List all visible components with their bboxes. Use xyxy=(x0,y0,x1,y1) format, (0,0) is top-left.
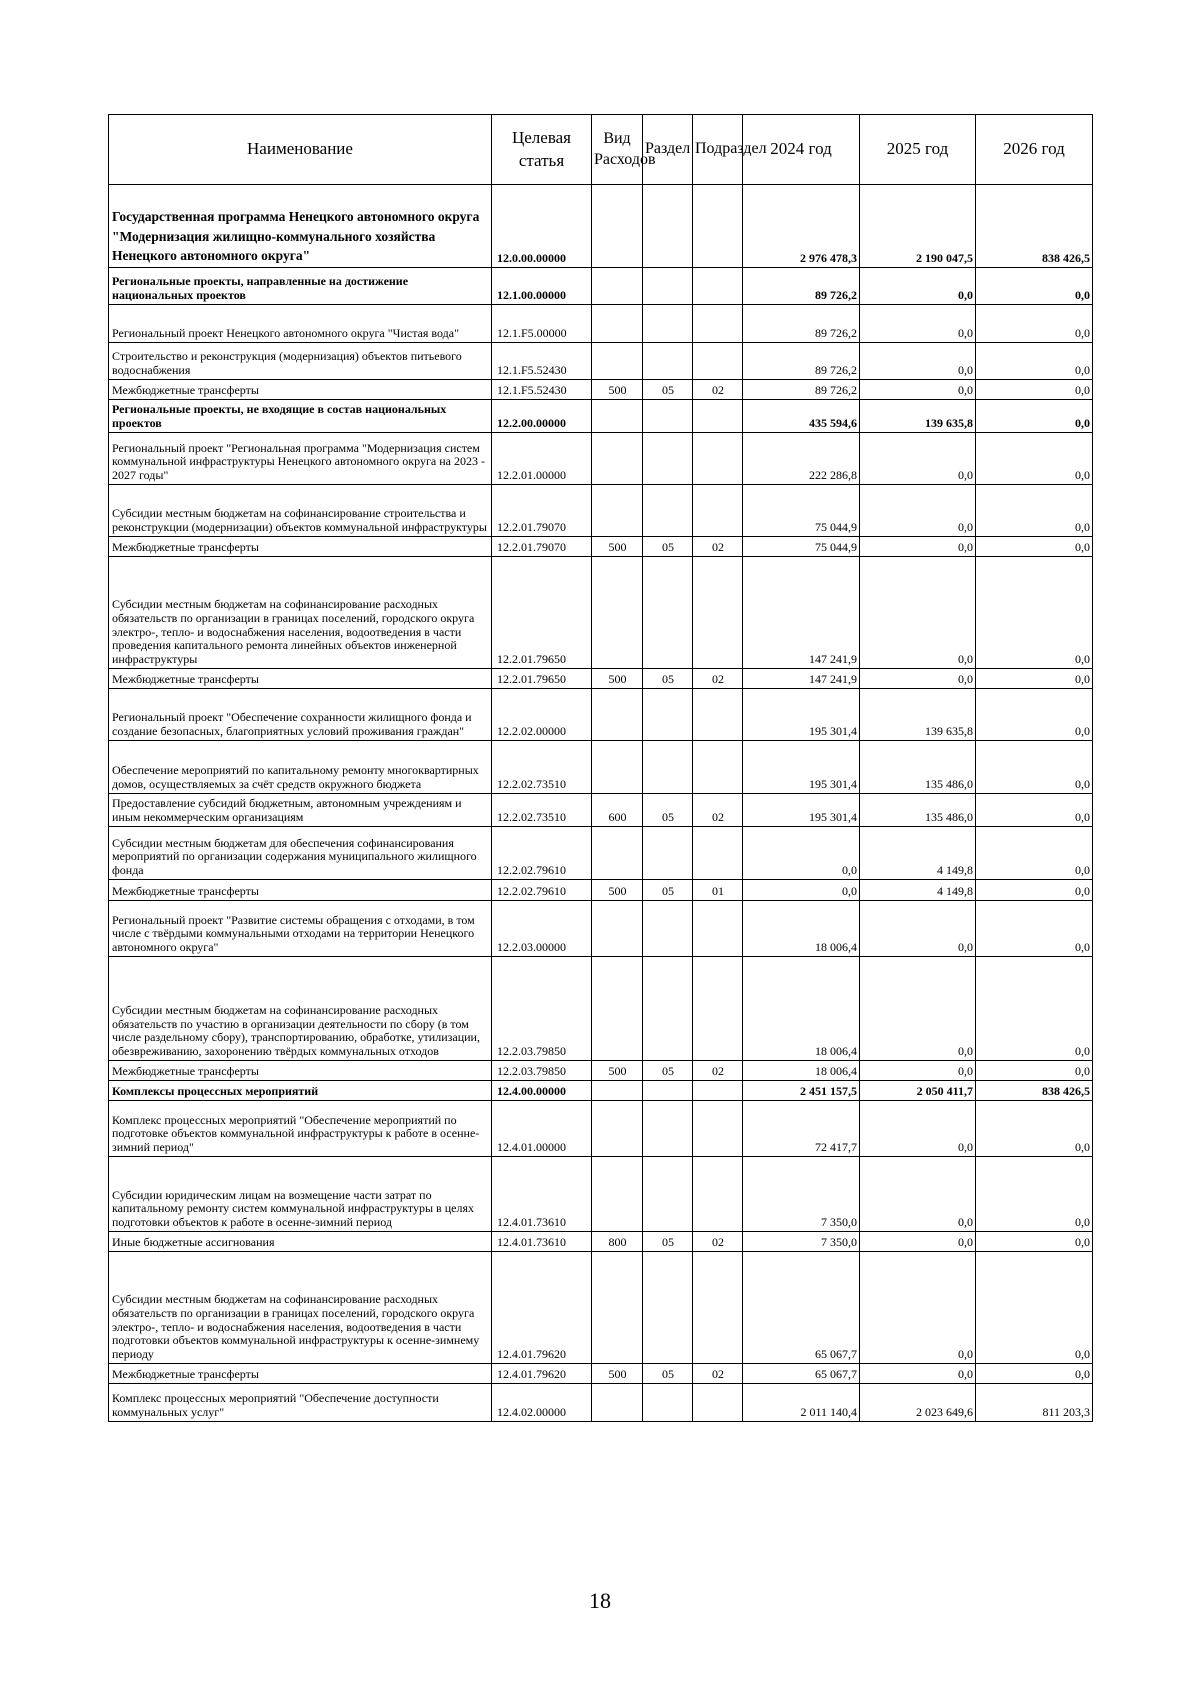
row-value-2025: 0,0 xyxy=(860,343,976,380)
row-name: Комплекс процессных мероприятий "Обеспечение мероприятий по подготовке объектов коммунальной инфраструктуры к работе в осенне-зимний период" xyxy=(109,1101,492,1157)
row-podrazdel xyxy=(693,343,743,380)
row-name: Межбюджетные трансферты xyxy=(109,380,492,400)
row-value-2026: 0,0 xyxy=(976,689,1093,741)
row-value-2026: 0,0 xyxy=(976,1232,1093,1252)
row-value-2025: 0,0 xyxy=(860,557,976,669)
row-value-2025: 135 486,0 xyxy=(860,794,976,827)
header-target: Целевая статья xyxy=(492,115,592,185)
row-razdel xyxy=(643,1157,693,1232)
row-podrazdel xyxy=(693,268,743,305)
row-value-2026: 0,0 xyxy=(976,537,1093,557)
row-name: Межбюджетные трансферты xyxy=(109,1364,492,1384)
row-razdel xyxy=(643,1252,693,1364)
table-row xyxy=(109,1061,1093,1081)
row-target: 12.4.02.00000 xyxy=(492,1384,592,1422)
row-vid xyxy=(592,957,643,1061)
row-value-2024: 75 044,9 xyxy=(743,485,860,537)
table-row xyxy=(109,1081,1093,1101)
row-vid: 500 xyxy=(592,880,643,901)
row-podrazdel xyxy=(693,1384,743,1422)
row-value-2025: 0,0 xyxy=(860,669,976,689)
row-podrazdel xyxy=(693,957,743,1061)
table-row xyxy=(109,1364,1093,1384)
row-value-2026: 0,0 xyxy=(976,433,1093,485)
row-vid xyxy=(592,689,643,741)
row-value-2024: 147 241,9 xyxy=(743,669,860,689)
row-podrazdel: 02 xyxy=(693,1061,743,1081)
row-value-2026: 0,0 xyxy=(976,794,1093,827)
row-razdel xyxy=(643,827,693,880)
row-value-2024: 7 350,0 xyxy=(743,1157,860,1232)
row-target: 12.2.02.73510 xyxy=(492,794,592,827)
row-razdel: 05 xyxy=(643,669,693,689)
row-podrazdel xyxy=(693,741,743,794)
row-vid: 500 xyxy=(592,380,643,400)
row-razdel xyxy=(643,185,693,268)
row-value-2024: 18 006,4 xyxy=(743,901,860,957)
row-podrazdel xyxy=(693,689,743,741)
row-value-2025: 0,0 xyxy=(860,433,976,485)
row-target: 12.1.F5.52430 xyxy=(492,343,592,380)
row-name: Субсидии местным бюджетам на софинансирование строительства и реконструкции (модернизации) объектов коммунальной инфраструктуры xyxy=(109,485,492,537)
row-vid xyxy=(592,557,643,669)
header-razdel: Раздел xyxy=(643,115,693,185)
row-target: 12.4.01.73610 xyxy=(492,1232,592,1252)
table-row xyxy=(109,689,1093,741)
row-target: 12.2.02.79610 xyxy=(492,880,592,901)
row-podrazdel: 02 xyxy=(693,380,743,400)
row-value-2026: 0,0 xyxy=(976,957,1093,1061)
row-vid: 500 xyxy=(592,669,643,689)
row-target: 12.4.01.73610 xyxy=(492,1157,592,1232)
row-name: Субсидии местным бюджетам на софинансирование расходных обязательств по участию в организации деятельности по сбору (в том числе раздельному сбору), транспортированию, обработке, утилизации, обезвреживанию, захоронению твёрдых коммунальных отходов xyxy=(109,957,492,1061)
row-value-2025: 2 190 047,5 xyxy=(860,185,976,268)
row-name: Региональный проект "Обеспечение сохранности жилищного фонда и создание безопасных, благоприятных условий проживания граждан" xyxy=(109,689,492,741)
row-vid xyxy=(592,1384,643,1422)
row-podrazdel xyxy=(693,185,743,268)
row-razdel: 05 xyxy=(643,380,693,400)
row-razdel: 05 xyxy=(643,537,693,557)
row-podrazdel xyxy=(693,901,743,957)
row-value-2024: 89 726,2 xyxy=(743,343,860,380)
row-value-2024: 65 067,7 xyxy=(743,1252,860,1364)
table-row xyxy=(109,185,1093,268)
row-target: 12.2.01.79650 xyxy=(492,557,592,669)
row-target: 12.2.02.79610 xyxy=(492,827,592,880)
row-value-2026: 0,0 xyxy=(976,1101,1093,1157)
header-2024: 2024 год xyxy=(743,115,860,185)
row-razdel xyxy=(643,268,693,305)
row-vid xyxy=(592,1081,643,1101)
row-target: 12.2.01.79070 xyxy=(492,537,592,557)
row-value-2025: 0,0 xyxy=(860,1101,976,1157)
row-razdel xyxy=(643,1101,693,1157)
row-target: 12.4.01.79620 xyxy=(492,1364,592,1384)
row-name: Предоставление субсидий бюджетным, автономным учреждениям и иным некоммерческим организациям xyxy=(109,794,492,827)
row-name: Государственная программа Ненецкого автономного округа "Модернизация жилищно-коммунального хозяйства Ненецкого автономного округа" xyxy=(109,185,492,268)
row-value-2025: 0,0 xyxy=(860,1232,976,1252)
page-number: 18 xyxy=(589,1588,611,1613)
row-value-2026: 0,0 xyxy=(976,1252,1093,1364)
row-target: 12.2.01.79070 xyxy=(492,485,592,537)
row-value-2025: 0,0 xyxy=(860,957,976,1061)
table-row xyxy=(109,1101,1093,1157)
row-name: Межбюджетные трансферты xyxy=(109,537,492,557)
table-row xyxy=(109,794,1093,827)
row-vid xyxy=(592,268,643,305)
row-target: 12.2.02.73510 xyxy=(492,741,592,794)
row-value-2025: 139 635,8 xyxy=(860,400,976,433)
row-target: 12.1.F5.52430 xyxy=(492,380,592,400)
row-value-2025: 0,0 xyxy=(860,485,976,537)
row-vid xyxy=(592,305,643,343)
row-target: 12.2.00.00000 xyxy=(492,400,592,433)
row-value-2024: 195 301,4 xyxy=(743,689,860,741)
row-vid xyxy=(592,185,643,268)
header-podrazdel: Подраздел xyxy=(693,115,743,185)
row-value-2025: 0,0 xyxy=(860,537,976,557)
row-vid xyxy=(592,485,643,537)
row-name: Субсидии местным бюджетам на софинансирование расходных обязательств по организации в границах поселений, городского округа электро-, тепло- и водоснабжения населения, водоотведения в части проведения капитального ремонта линейных объектов инженерной инфраструктуры xyxy=(109,557,492,669)
row-razdel xyxy=(643,400,693,433)
row-name: Региональные проекты, направленные на достижение национальных проектов xyxy=(109,268,492,305)
row-value-2025: 139 635,8 xyxy=(860,689,976,741)
row-value-2026: 0,0 xyxy=(976,485,1093,537)
row-podrazdel xyxy=(693,1081,743,1101)
row-vid xyxy=(592,827,643,880)
row-podrazdel xyxy=(693,1101,743,1157)
header-name: Наименование xyxy=(109,115,492,185)
row-value-2026: 0,0 xyxy=(976,1364,1093,1384)
row-value-2025: 135 486,0 xyxy=(860,741,976,794)
table-row xyxy=(109,400,1093,433)
row-podrazdel xyxy=(693,305,743,343)
row-value-2024: 0,0 xyxy=(743,827,860,880)
row-target: 12.2.02.00000 xyxy=(492,689,592,741)
row-razdel xyxy=(643,305,693,343)
table-row xyxy=(109,827,1093,880)
row-vid: 800 xyxy=(592,1232,643,1252)
table-row xyxy=(109,537,1093,557)
table-row xyxy=(109,669,1093,689)
row-value-2026: 838 426,5 xyxy=(976,185,1093,268)
row-name: Комплексы процессных мероприятий xyxy=(109,1081,492,1101)
row-target: 12.4.01.00000 xyxy=(492,1101,592,1157)
row-value-2025: 0,0 xyxy=(860,1061,976,1081)
table-row xyxy=(109,1384,1093,1422)
row-value-2025: 0,0 xyxy=(860,1157,976,1232)
row-value-2026: 0,0 xyxy=(976,880,1093,901)
row-vid xyxy=(592,1101,643,1157)
row-value-2025: 0,0 xyxy=(860,268,976,305)
row-value-2026: 0,0 xyxy=(976,305,1093,343)
row-vid xyxy=(592,433,643,485)
row-target: 12.4.00.00000 xyxy=(492,1081,592,1101)
header-row xyxy=(109,115,1093,185)
row-razdel xyxy=(643,1081,693,1101)
table-row xyxy=(109,1232,1093,1252)
row-vid xyxy=(592,400,643,433)
row-value-2025: 2 050 411,7 xyxy=(860,1081,976,1101)
row-target: 12.1.00.00000 xyxy=(492,268,592,305)
header-vid: Вид Расходов xyxy=(592,115,643,185)
row-name: Субсидии местным бюджетам на софинансирование расходных обязательств по организации в границах поселений, городского округа электро-, тепло- и водоснабжения населения, водоотведения в части подготовки объектов коммунальной инфраструктуры к осенне-зимнему периоду xyxy=(109,1252,492,1364)
row-vid: 600 xyxy=(592,794,643,827)
row-podrazdel: 02 xyxy=(693,1364,743,1384)
row-value-2024: 2 011 140,4 xyxy=(743,1384,860,1422)
row-podrazdel xyxy=(693,1157,743,1232)
row-value-2026: 0,0 xyxy=(976,827,1093,880)
row-value-2026: 0,0 xyxy=(976,1061,1093,1081)
header-2026: 2026 год xyxy=(976,115,1093,185)
budget-table xyxy=(108,114,1093,1422)
row-name: Региональный проект Ненецкого автономного округа "Чистая вода" xyxy=(109,305,492,343)
row-value-2026: 838 426,5 xyxy=(976,1081,1093,1101)
row-name: Региональные проекты, не входящие в состав национальных проектов xyxy=(109,400,492,433)
row-podrazdel: 01 xyxy=(693,880,743,901)
row-name: Региональный проект "Региональная программа "Модернизация систем коммунальной инфраструктуры Ненецкого автономного округа на 2023 - 2027 годы" xyxy=(109,433,492,485)
row-podrazdel: 02 xyxy=(693,537,743,557)
row-value-2026: 0,0 xyxy=(976,741,1093,794)
row-vid xyxy=(592,901,643,957)
row-name: Комплекс процессных мероприятий "Обеспечение доступности коммунальных услуг" xyxy=(109,1384,492,1422)
row-name: Иные бюджетные ассигнования xyxy=(109,1232,492,1252)
row-value-2024: 195 301,4 xyxy=(743,794,860,827)
row-value-2024: 2 451 157,5 xyxy=(743,1081,860,1101)
row-value-2025: 0,0 xyxy=(860,380,976,400)
row-value-2025: 0,0 xyxy=(860,1252,976,1364)
row-value-2025: 0,0 xyxy=(860,901,976,957)
row-value-2025: 0,0 xyxy=(860,305,976,343)
row-podrazdel xyxy=(693,1252,743,1364)
row-name: Межбюджетные трансферты xyxy=(109,669,492,689)
row-razdel: 05 xyxy=(643,1232,693,1252)
table-row xyxy=(109,1157,1093,1232)
row-razdel xyxy=(643,485,693,537)
table-row xyxy=(109,741,1093,794)
row-target: 12.0.00.00000 xyxy=(492,185,592,268)
row-podrazdel: 02 xyxy=(693,1232,743,1252)
row-vid xyxy=(592,741,643,794)
table-row xyxy=(109,485,1093,537)
row-value-2024: 147 241,9 xyxy=(743,557,860,669)
row-name: Субсидии юридическим лицам на возмещение части затрат по капитальному ремонту систем коммунальной инфраструктуры в целях подготовки объектов к работе в осенне-зимний период xyxy=(109,1157,492,1232)
row-name: Обеспечение мероприятий по капитальному ремонту многоквартирных домов, осуществляемых за счёт средств окружного бюджета xyxy=(109,741,492,794)
row-razdel xyxy=(643,433,693,485)
row-name: Межбюджетные трансферты xyxy=(109,1061,492,1081)
row-podrazdel xyxy=(693,485,743,537)
row-target: 12.2.03.00000 xyxy=(492,901,592,957)
row-target: 12.2.01.79650 xyxy=(492,669,592,689)
row-name: Региональный проект "Развитие системы обращения с отходами, в том числе с твёрдыми коммунальными отходами на территории Ненецкого автономного округа" xyxy=(109,901,492,957)
row-value-2024: 195 301,4 xyxy=(743,741,860,794)
row-value-2024: 89 726,2 xyxy=(743,268,860,305)
row-value-2026: 0,0 xyxy=(976,669,1093,689)
row-value-2026: 0,0 xyxy=(976,268,1093,305)
row-vid xyxy=(592,1252,643,1364)
row-razdel xyxy=(643,1384,693,1422)
row-value-2024: 2 976 478,3 xyxy=(743,185,860,268)
row-target: 12.1.F5.00000 xyxy=(492,305,592,343)
row-razdel xyxy=(643,901,693,957)
row-razdel: 05 xyxy=(643,880,693,901)
row-name: Субсидии местным бюджетам для обеспечения софинансирования мероприятий по организации содержания муниципального жилищного фонда xyxy=(109,827,492,880)
row-value-2024: 0,0 xyxy=(743,880,860,901)
row-name: Строительство и реконструкция (модернизация) объектов питьевого водоснабжения xyxy=(109,343,492,380)
row-value-2024: 18 006,4 xyxy=(743,957,860,1061)
row-value-2024: 75 044,9 xyxy=(743,537,860,557)
row-target: 12.2.03.79850 xyxy=(492,957,592,1061)
row-razdel xyxy=(643,343,693,380)
row-value-2026: 0,0 xyxy=(976,380,1093,400)
row-name: Межбюджетные трансферты xyxy=(109,880,492,901)
row-value-2026: 0,0 xyxy=(976,1157,1093,1232)
row-value-2024: 65 067,7 xyxy=(743,1364,860,1384)
row-podrazdel xyxy=(693,827,743,880)
table-row xyxy=(109,268,1093,305)
row-value-2024: 89 726,2 xyxy=(743,305,860,343)
row-podrazdel: 02 xyxy=(693,794,743,827)
row-value-2024: 72 417,7 xyxy=(743,1101,860,1157)
row-razdel xyxy=(643,741,693,794)
row-value-2024: 7 350,0 xyxy=(743,1232,860,1252)
row-value-2026: 0,0 xyxy=(976,343,1093,380)
row-razdel xyxy=(643,557,693,669)
row-value-2026: 0,0 xyxy=(976,557,1093,669)
row-value-2025: 0,0 xyxy=(860,1364,976,1384)
row-razdel: 05 xyxy=(643,1364,693,1384)
table-row xyxy=(109,901,1093,957)
row-vid xyxy=(592,1157,643,1232)
row-target: 12.2.03.79850 xyxy=(492,1061,592,1081)
row-value-2025: 2 023 649,6 xyxy=(860,1384,976,1422)
row-value-2026: 0,0 xyxy=(976,400,1093,433)
row-podrazdel: 02 xyxy=(693,669,743,689)
table-row xyxy=(109,380,1093,400)
row-razdel: 05 xyxy=(643,794,693,827)
row-value-2024: 18 006,4 xyxy=(743,1061,860,1081)
row-target: 12.4.01.79620 xyxy=(492,1252,592,1364)
header-2025: 2025 год xyxy=(860,115,976,185)
table-body xyxy=(109,185,1093,1422)
row-value-2024: 89 726,2 xyxy=(743,380,860,400)
table-row xyxy=(109,957,1093,1061)
row-value-2025: 4 149,8 xyxy=(860,880,976,901)
row-razdel xyxy=(643,689,693,741)
row-vid: 500 xyxy=(592,537,643,557)
table-row xyxy=(109,557,1093,669)
row-vid xyxy=(592,343,643,380)
row-value-2026: 811 203,3 xyxy=(976,1384,1093,1422)
row-vid: 500 xyxy=(592,1364,643,1384)
row-podrazdel xyxy=(693,433,743,485)
table-row xyxy=(109,343,1093,380)
row-podrazdel xyxy=(693,557,743,669)
row-value-2025: 4 149,8 xyxy=(860,827,976,880)
row-value-2024: 222 286,8 xyxy=(743,433,860,485)
row-vid: 500 xyxy=(592,1061,643,1081)
row-value-2024: 435 594,6 xyxy=(743,400,860,433)
row-razdel xyxy=(643,957,693,1061)
table-row xyxy=(109,433,1093,485)
row-target: 12.2.01.00000 xyxy=(492,433,592,485)
row-value-2026: 0,0 xyxy=(976,901,1093,957)
row-razdel: 05 xyxy=(643,1061,693,1081)
table-row xyxy=(109,880,1093,901)
table-row xyxy=(109,1252,1093,1364)
row-podrazdel xyxy=(693,400,743,433)
table-row xyxy=(109,305,1093,343)
